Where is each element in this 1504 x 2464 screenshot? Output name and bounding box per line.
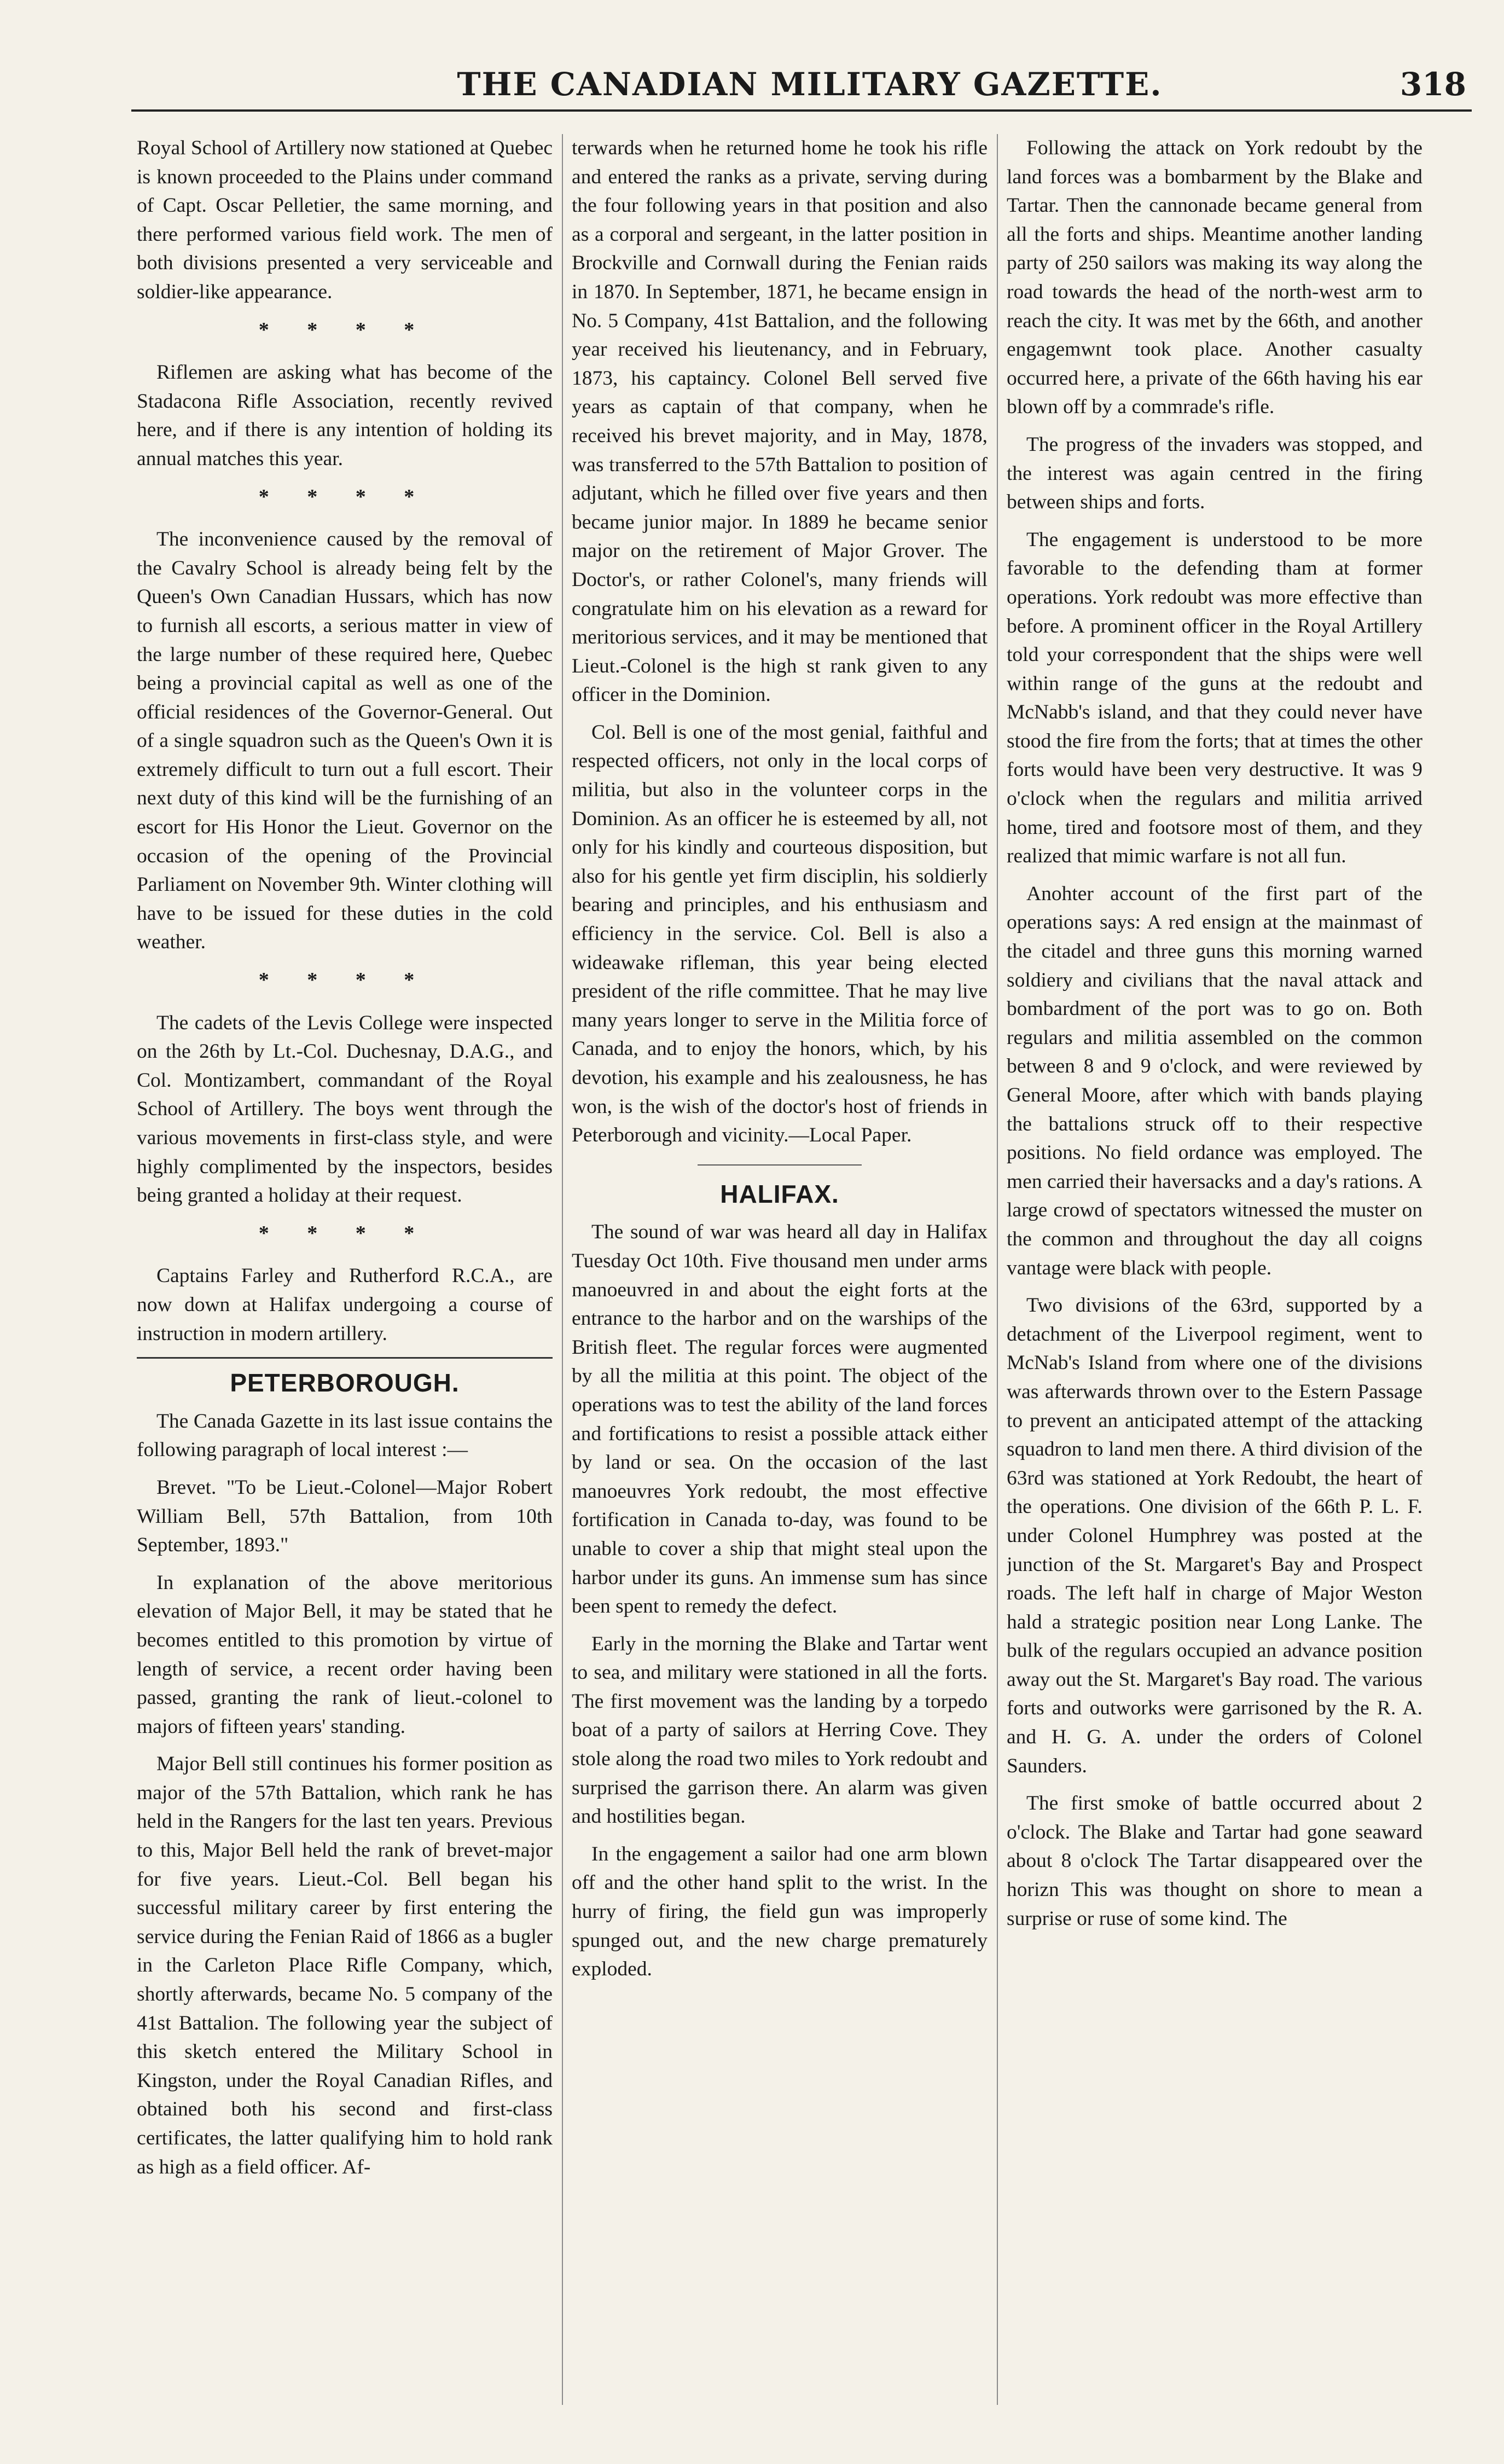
section-separator [698, 1164, 862, 1166]
page-number: 318 [1400, 66, 1466, 103]
article-paragraph: Brevet. "To be Lieut.-Colonel—Major Robert William Bell, 57th Battalion, from 10th September, 1893." [137, 1476, 553, 1557]
article-paragraph: Col. Bell is one of the most genial, faithful and respected officers, not only in the local corps of militia, but also in the volunteer corps in the Dominion. As an officer he is esteemed by all, not only for his kindly and courteous disposition, but also for his gentle yet firm disciplin, his soldierly bearing and principles, and his enthusiasm and efficiency in the service. Col. Bell is also a wideawake rifleman, this year being elected president of the rifle committee. That he may live many years longer to serve in the Militia force of Canada, and to enjoy the honors, which, by his devotion, his example and his zealousness, he has won, is the wish of the doctor's host of friends in Peterborough and vicinity.—Local Paper. [572, 721, 988, 1147]
article-paragraph: Anohter account of the first part of the operations says: A red ensign at the mainmast of the citadel and three guns this morning warned soldiery and civilians that the naval attack and bombardment of the port was to go on. Both regulars and militia assembled on the common between 8 and 9 o'clock, and were reviewed by General Moore, after which with bands playing the battalions struck off to their respective positions. No field ordance was employed. The men carried their haversacks and a day's rations. A large crowd of spectators witnessed the muster on the common and throughout the day all coigns vantage were black with people. [1007, 882, 1422, 1279]
article-paragraph: The progress of the invaders was stopped, and the interest was again centred in the firing between ships and forts. [1007, 433, 1422, 514]
article-paragraph: Royal School of Artillery now stationed at Quebec is known proceeded to the Plains under command of Capt. Oscar Pelletier, the same morning, and there performed various field work. The men of both divisions presented a very serviceable and soldier-like appearance. [137, 137, 553, 303]
section-stars: * * * * [258, 969, 431, 992]
section-heading-peterborough: PETERBOROUGH. [230, 1369, 460, 1398]
article-paragraph: The sound of war was heard all day in Halifax Tuesday Oct 10th. Five thousand men under arms manoeuvred in and about the eight forts at the entrance to the harbor and on the warships of the British fleet. The regular forces were augmented by all the militia at this point. The object of the operations was to test the ability of the land forces and fortifications to resist a possible attack either by land or sea. On the occasion of the last manoeuvres York redoubt, the most effective fortification in Canada to-day, was found to be unable to cover a ship that might steal upon the harbor under its guns. An immense sum has since been spent to remedy the defect. [572, 1221, 988, 1618]
section-rule [137, 1357, 553, 1359]
article-paragraph: Riflemen are asking what has become of the Stadacona Rifle Association, recently revived here, and if there is any intention of holding its annual matches this year. [137, 361, 553, 470]
article-paragraph: The first smoke of battle occurred about 2 o'clock. The Blake and Tartar had gone seaward about 8 o'clock The Tartar disappeared over the horizn This was thought on shore to mean a surprise or ruse of some kind. The [1007, 1792, 1422, 1930]
article-paragraph: terwards when he returned home he took his rifle and entered the ranks as a private, serving during the four following years in that position and also as a corporal and sergeant, in the latter position in Brockville and Cornwall during the Fenian raids in 1870. In September, 1871, he became ensign in No. 5 Company, 41st Battalion, and the following year received his lieutenancy, and in February, 1873, his captaincy. Colonel Bell served five years as captain of that company, when he received his brevet majority, and in May, 1878, was transferred to the 57th Battalion to position of adjutant, which he filled over five years and then became junior major. In 1889 he became senior major on the retirement of Major Grover. The Doctor's, or rather Colonel's, many friends will congratulate him on his elevation as a reward for meritorious services, and it may be mentioned that Lieut.-Colonel is the high st rank given to any officer in the Dominion. [572, 137, 988, 706]
column-left [137, 134, 553, 2405]
section-stars: * * * * [258, 318, 431, 341]
article-paragraph: The Canada Gazette in its last issue contains the following paragraph of local interest :— [137, 1410, 553, 1462]
newspaper-title: THE CANADIAN MILITARY GAZETTE. [457, 66, 1163, 103]
article-paragraph: The cadets of the Levis College were inspected on the 26th by Lt.-Col. Duchesnay, D.A.G., and Col. Montizambert, commandant of the Royal School of Artillery. The boys went through the various movements in first-class style, and were highly complimented by the inspectors, besides being granted a holiday at their request. [137, 1011, 553, 1207]
section-stars: * * * * [258, 1221, 431, 1245]
article-paragraph: Major Bell still continues his former position as major of the 57th Battalion, which rank he has held in the Rangers for the last ten years. Previous to this, Major Bell held the rank of brevet-major for five years. Lieut.-Col. Bell began his successful military career by first entering the service during the Fenian Raid of 1866 as a bugler in the Carleton Place Rifle Company, which, shortly afterwards, became No. 5 company of the 41st Battalion. The following year the subject of this sketch entered the Military School in Kingston, under the Royal Canadian Rifles, and obtained both his second and first-class certificates, the latter qualifying him to hold rank as high as a field officer. Af- [137, 1753, 553, 2178]
column-divider [997, 134, 998, 2405]
article-paragraph: Captains Farley and Rutherford R.C.A., are now down at Halifax undergoing a course of instruction in modern artillery. [137, 1265, 553, 1345]
article-paragraph: In explanation of the above meritorious elevation of Major Bell, it may be stated that he becomes entitled to this promotion by virtue of length of service, a recent order having been passed, granting the rank of lieut.-colonel to majors of fifteen years' standing. [137, 1571, 553, 1738]
section-heading-halifax: HALIFAX. [720, 1179, 839, 1208]
article-paragraph: The inconvenience caused by the removal of the Cavalry School is already being felt by the Queen's Own Canadian Hussars, which has now to furnish all escorts, a serious matter in view of the large number of these required here, Quebec being a provincial capital as well as one of the official residences of the Governor-General. Out of a single squadron such as the Queen's Own it is extremely difficult to turn out a full escort. Their next duty of this kind will be the furnishing of an escort for His Honor the Lieut. Governor on the occasion of the opening of the Provincial Parliament on November 9th. Winter clothing will have to be issued for these duties in the cold weather. [137, 528, 553, 954]
section-stars: * * * * [258, 485, 431, 508]
column-divider [562, 134, 563, 2405]
article-paragraph: In the engagement a sailor had one arm blown off and the other hand split to the wrist. In the hurry of firing, the field gun was improperly spunged out, and the new charge prematurely exploded. [572, 1842, 988, 1981]
column-middle [572, 134, 988, 2405]
article-paragraph: The engagement is understood to be more favorable to the defending tham at former operations. York redoubt was more effective than before. A prominent officer in the Royal Artillery told your correspondent that the ships were well within range of the guns at the redoubt and McNabb's island, and that they could never have stood the fire from the forts; that at times the other forts would have been very destructive. It was 9 o'clock when the regulars and militia arrived home, tired and footsore most of them, and they realized that mimic warfare is not all fun. [1007, 528, 1422, 868]
header-rule [131, 109, 1472, 112]
article-paragraph: Two divisions of the 63rd, supported by a detachment of the Liverpool regiment, went to McNab's Island from where one of the divisions was afterwards thrown over to the Estern Passage to prevent an anticipated attempt of the attacking squadron to land men there. A third division of the 63rd was stationed at York Redoubt, the heart of the operations. One division of the 66th P. L. F. under Colonel Humphrey was posted at the junction of the St. Margaret's Bay and Prospect roads. The left half in charge of Major Weston hald a strategic position near Long Lanke. The bulk of the regulars occupied an advance position away out the St. Margaret's Bay road. The various forts and outworks were garrisoned by the R. A. and H. G. A. under the orders of Colonel Saunders. [1007, 1294, 1422, 1777]
column-right [1007, 134, 1422, 2405]
article-paragraph: Early in the morning the Blake and Tartar went to sea, and military were stationed in all the forts. The first movement was the landing by a torpedo boat of a party of sailors at Herring Cove. They stole along the road two miles to York redoubt and surprised the garrison there. An alarm was given and hostilities began. [572, 1632, 988, 1828]
article-paragraph: Following the attack on York redoubt by the land forces was a bombarment by the Blake and Tartar. Then the cannonade became general from all the forts and ships. Meantime another landing party of 250 sailors was making its way along the road towards the head of the north-west arm to reach the city. It was met by the 66th, and another engagemwnt took place. Another casualty occurred here, a private of the 66th having his ear blown off by a commrade's rifle. [1007, 137, 1422, 419]
page-header [137, 66, 1466, 126]
